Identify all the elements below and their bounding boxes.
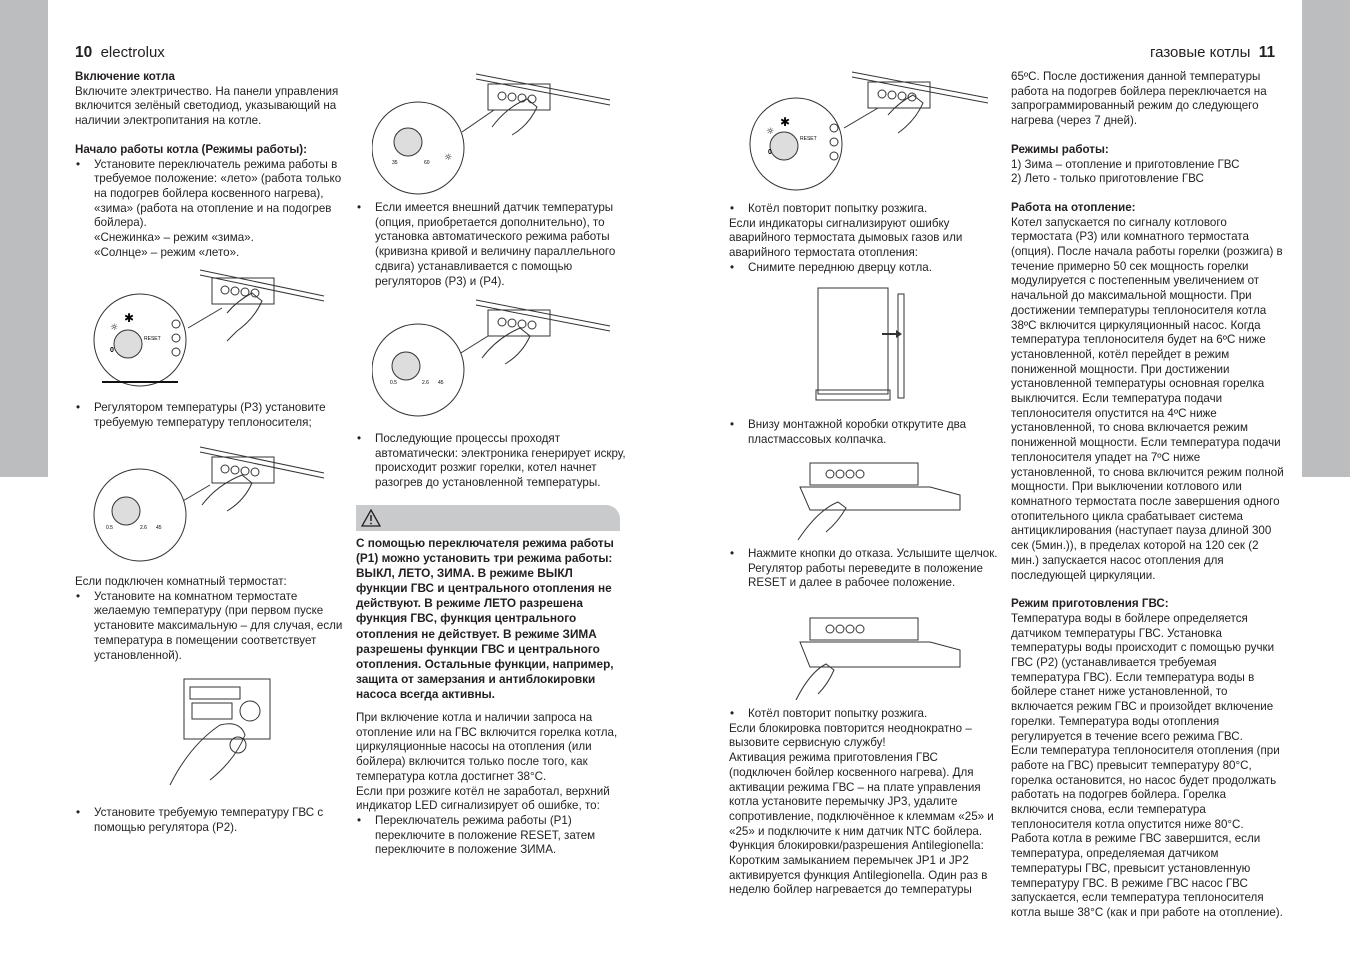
right-col2: [1011, 70, 1285, 921]
left-col2-top: [356, 201, 626, 289]
svg-text:RESET: RESET: [800, 136, 817, 142]
section-title-modes: Режимы работы:: [1011, 142, 1109, 156]
page-title-right: газовые котлы: [1150, 44, 1251, 61]
list-item: • Установите переключатель режима работы в требуемое положение: «лето» (работа только на подогрев бойлера косвенного нагрева), «зима» (работа на отопление и на подогрев бойлера). «Снежинка» – режим «зима». «Солнце» – режим «лето».: [75, 158, 343, 261]
left-col1-mid: [75, 401, 343, 430]
left-col2-bottom: [356, 711, 626, 858]
left-page-header: [75, 44, 165, 62]
list-item: • Установите требуемую температуру ГВС с помощью регулятора (P2).: [75, 806, 343, 835]
svg-text:45: 45: [156, 525, 162, 531]
list-item: • Регулятором температуры (P3) установите требуемую температуру теплоносителя;: [75, 401, 343, 430]
right-col1-buttons: [729, 547, 1001, 591]
left-col1-bottom: [75, 806, 343, 835]
svg-text:2.6: 2.6: [140, 525, 147, 531]
left-col1-top: [75, 70, 343, 260]
figure-boiler-door: [812, 284, 922, 404]
list-item: • Снимите переднюю дверцу котла.: [729, 261, 1001, 276]
figure-dhw-dial: [372, 72, 617, 197]
list-item: • Внизу монтажной коробки открутите два пластмассовых колпачка.: [729, 418, 1001, 447]
left-side-tab: [0, 0, 48, 477]
right-page-header: [1150, 44, 1275, 62]
paragraph: При включение котла и наличии запроса на отопление или на ГВС включится горелка котла, циркуляционные насосы на отопления (или бойлера) включится только после того, как температура котла достигнет 38°C.: [356, 711, 618, 783]
paragraph: Активация режима приготовления ГВС (подключен бойлер косвенного нагрева). Для активации режима ГВС – на плате управления котла установите перемычку JP3, удалите сопротивление, подключённое к клеммам «25» и «25» и подключите к ним датчик NTC бойлера.: [729, 751, 994, 838]
svg-text:35: 35: [392, 160, 398, 166]
paragraph: Если блокировка повторится неоднократно – вызовите сервисную службу!: [729, 721, 972, 750]
figure-heating-dial: [92, 445, 332, 570]
svg-text:0.5: 0.5: [390, 380, 397, 386]
svg-text:2.6: 2.6: [422, 380, 429, 386]
mode-item: 2) Лето - только приготовление ГВС: [1011, 172, 1204, 186]
warning-bar: [356, 505, 620, 531]
svg-text:RESET: RESET: [144, 336, 161, 342]
warning-text: С помощью переключателя режима работы (P1) можно установить три режима работы: ВЫКЛ, ЛЕТО, ЗИМА. В режиме ВЫКЛ функции ГВС и центрального отопления не действуют. В режиме ЛЕТО разрешена функция ГВС, функция центрального отопления не действует. В режиме ЗИМА разрешены функции ГВС и центрального отопления. Остальные функции, например, защита от замерзания и антиблокировки насоса всегда активны.: [356, 536, 614, 701]
figure-outdoor-sensor-dial: [372, 298, 617, 423]
warning-triangle-icon: [361, 509, 381, 527]
paragraph: Если при розжиге котёл не заработал, верхний индикатор LED сигнализирует об ошибке, то:: [356, 784, 610, 813]
section-title-power-on: Включение котла: [75, 70, 175, 83]
svg-text:60: 60: [424, 160, 430, 166]
list-item: • Установите на комнатном термостате желаемую температуру (при первом пуске установите максимальную – для случая, если температура в помещении соответствует установленной).: [75, 590, 343, 664]
right-col1-caps: [729, 418, 1001, 447]
list-item: • Котёл повторит попытку розжига.: [729, 202, 1001, 217]
mode-item: 1) Зима – отопление и приготовление ГВС: [1011, 157, 1240, 171]
list-item: • Нажмите кнопки до отказа. Услышите щелчок. Регулятор работы переведите в положение RESET и далее в рабочее положение.: [729, 547, 1001, 591]
brand-name: electrolux: [100, 44, 165, 61]
page-number-right: 11: [1258, 44, 1276, 61]
snowflake-icon: ✱: [124, 311, 135, 325]
paragraph: Если индикаторы сигнализируют ошибку аварийного термостата дымовых газов или аварийного термостата отопления:: [729, 216, 963, 260]
section-title-heating: Работа на отопление:: [1011, 200, 1136, 214]
list-item: • Переключатель режима работы (P1) переключите в положение RESET, затем переключите в положение ЗИМА.: [356, 814, 626, 858]
page-number-left: 10: [75, 44, 93, 61]
left-col1-room-thermostat: [75, 575, 343, 663]
svg-text:0: 0: [110, 347, 114, 354]
left-col2-mid: [356, 432, 626, 491]
right-col1-top: [729, 202, 1001, 276]
svg-text:45: 45: [438, 380, 444, 386]
snowflake-icon: ✱: [780, 115, 791, 129]
sun-icon: ☼: [444, 153, 453, 163]
list-item: • Последующие процессы проходят автоматически: электроника генерирует искру, происходит розжиг горелки, котел начнет разогрев до установленной температуры.: [356, 432, 626, 491]
right-side-tab: [1302, 0, 1350, 477]
figure-mode-switch: [92, 268, 332, 393]
figure-room-thermostat: [160, 675, 280, 790]
right-col1-bottom: [729, 707, 1003, 898]
sun-icon: ☼: [110, 323, 119, 333]
paragraph: Если температура теплоносителя отопления (при работе на ГВС) превысит температуру 80°C, горелка остановится, но насос будет продолжать работать на подогрев бойлера. Горелка включится снова, если температура теплоносителя котла опустится ниже 80°C. Работа котла в режиме ГВС завершится, если температура, определяемая датчиком температуры ГВС, превысит установленную температуру ГВС. В режиме ГВС насос ГВС запускается, если температура теплоносителя котла выше 38°C (как и при работе на отопление).: [1011, 744, 1283, 919]
figure-mode-switch-reset: [748, 70, 993, 195]
svg-text:0.5: 0.5: [106, 525, 113, 531]
paragraph: Температура воды в бойлере определяется датчиком температуры ГВС. Установка температуры воды происходит с помощью ручки ГВС (P2) (устанавливается требуемая температура ГВС). Если температура воды в бойлере станет ниже установленной, то включается режим ГВС и произойдет включение горелки. Температура воды отопления регулируется в течение всего режима ГВС.: [1011, 611, 1275, 743]
paragraph: 65ºC. После достижения данной температуры работа на подогрев бойлера переключается на запрограммированный режим до следующего нагрева (через 7 дней).: [1011, 70, 1267, 128]
svg-text:0: 0: [768, 149, 772, 156]
warning-block: [356, 505, 622, 702]
list-item: • Котёл повторит попытку розжига.: [729, 707, 1003, 722]
paragraph: Функция блокировки/разрешения Antilegionella: Коротким замыканием перемычек JP1 и JP2 активируется функция Antilegionella. Один раз в неделю бойлер нагревается до температуры: [729, 839, 988, 897]
section-text-power-on: Включите электричество. На панели управления включится зелёный светодиод, указывающий на наличии электропитания на котле.: [75, 84, 339, 128]
section-title-dhw: Режим приготовления ГВС:: [1011, 597, 1169, 611]
room-thermostat-intro: Если подключен комнатный термостат:: [75, 575, 287, 588]
sun-icon: ☼: [766, 127, 775, 137]
figure-unscrew-caps: [790, 455, 970, 545]
figure-press-buttons: [790, 612, 970, 702]
paragraph: Котел запускается по сигналу котлового термостата (P3) или комнатного термостата (опция). После начала работы горелки (розжига) в течение примерно 50 сек мощность горелки модулируется с постепенным увеличением от начальной до максимальной мощности. При достижении температуры теплоносителя котла 38ºC включится циркуляционный насос. Когда температура теплоносителя будет на 6ºC ниже установленной, котёл перейдет в режим пониженной мощности. При достижении установленной температуры основная горелка выключится. Если температура подачи теплоносителя опустится на 4ºC ниже установленной, то снова включается режим пониженной мощности. Если температура подачи теплоносителя упадет на 7ºC ниже установленной, то снова включится режим полной мощности. При выключении котлового или комнатного термостата после завершения одного отопительного цикла срабатывает система антициклирования (наступает пауза длиной 300 сек (5мин.)), в пределах которой на 120 сек (2 мин.) запускается насос отопления для последующей циркуляции.: [1011, 215, 1284, 582]
section-title-start: Начало работы котла (Режимы работы):: [75, 142, 307, 156]
list-item: • Если имеется внешний датчик температуры (опция, приобретается дополнительно), то установка автоматического режима работы (кривизна кривой и величину параллельного сдвига) устанавливается с помощью регуляторов (P3) и (P4).: [356, 201, 626, 289]
